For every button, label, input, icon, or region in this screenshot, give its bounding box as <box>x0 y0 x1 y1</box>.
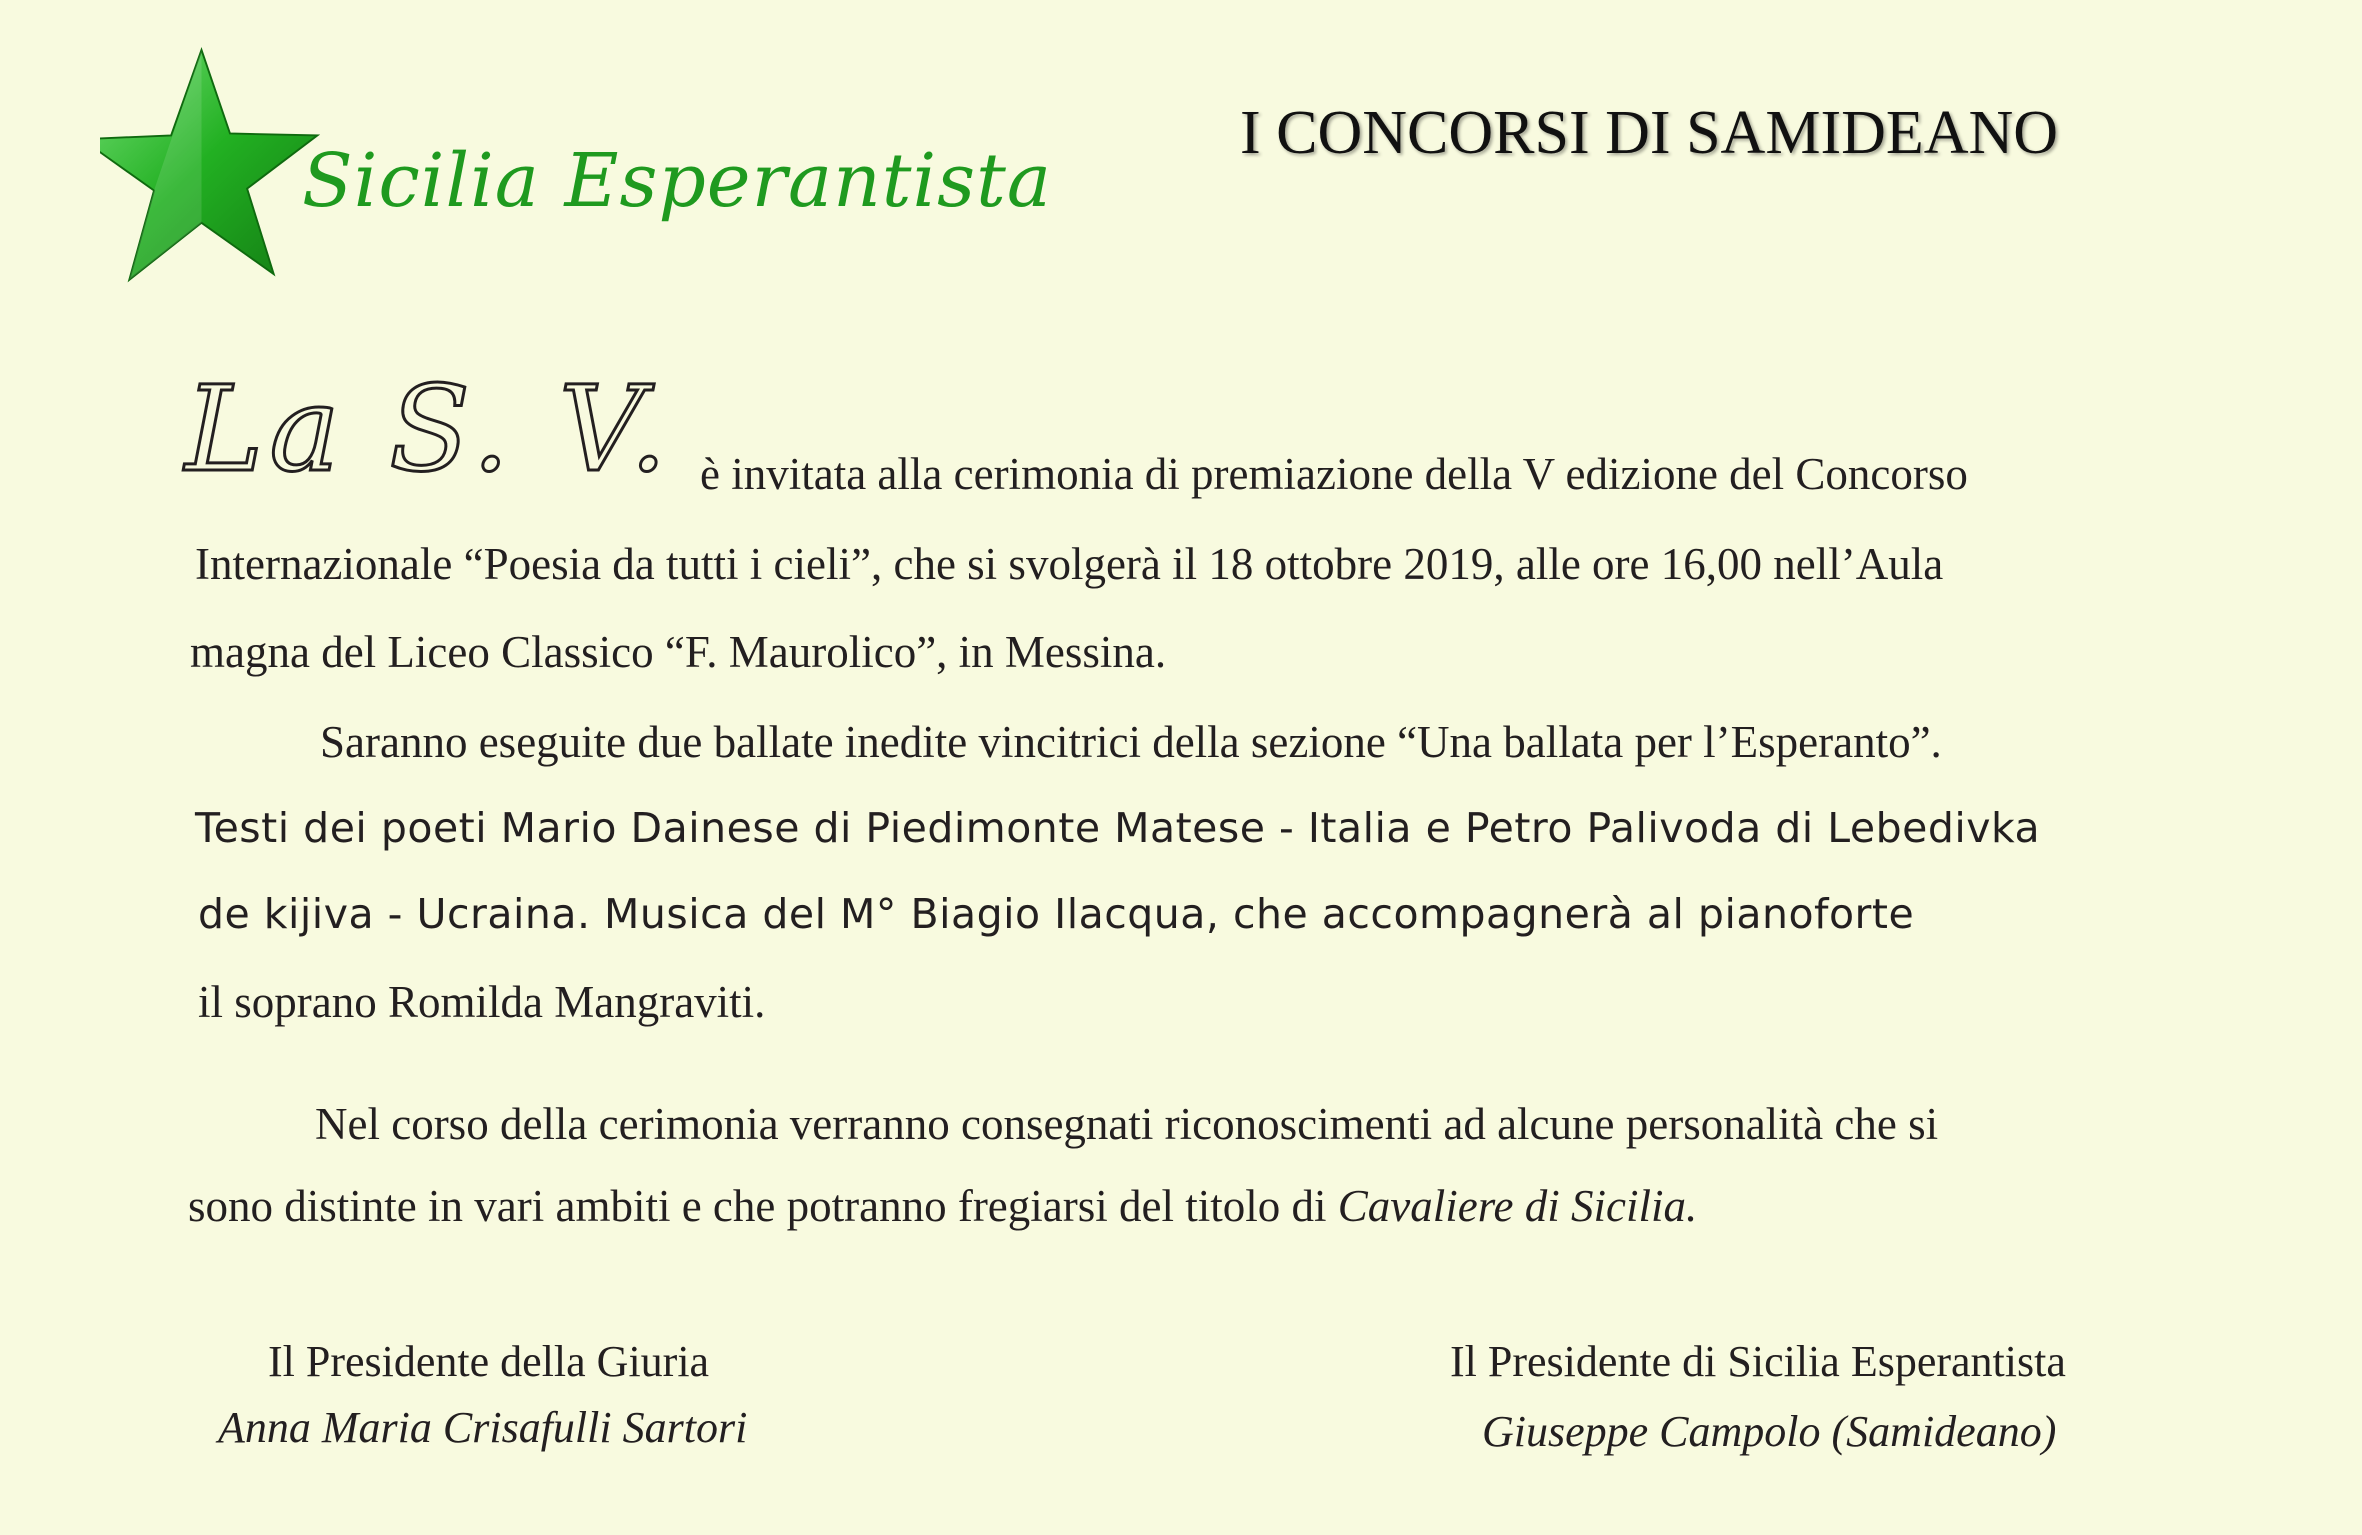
paragraph3-line2 <box>188 1180 1697 1232</box>
page-title: I CONCORSI DI SAMIDEANO <box>1240 99 2059 167</box>
paragraph1-line3: magna del Liceo Classico “F. Maurolico”, in Messina. <box>190 627 1167 677</box>
green-star-icon <box>100 44 320 294</box>
paragraph1-line1: è invitata alla cerimonia di premiazione della V edizione del Concorso <box>700 449 1968 499</box>
left-signature-name: Anna Maria Crisafulli Sartori <box>218 1403 748 1452</box>
paragraph3-line1: Nel corso della cerimonia verranno consegnati riconoscimenti ad alcune personalità che si <box>315 1099 1939 1149</box>
honorary-title: Cavaliere di Sicilia. <box>1337 1181 1698 1231</box>
paragraph2-line3: de kijiva - Ucraina. Musica del M° Biagio Ilacqua, che accompagnerà al pianoforte <box>198 890 1915 938</box>
paragraph3-line2-text: sono distinte in vari ambiti e che potranno fregiarsi del titolo di <box>188 1181 1338 1231</box>
paragraph2-line2: Testi dei poeti Mario Dainese di Piedimonte Matese - Italia e Petro Palivoda di Lebedivka <box>195 804 2041 852</box>
logo-text: Sicilia Esperantista <box>302 138 1052 224</box>
paragraph2-line1: Saranno eseguite due ballate inedite vincitrici della sezione “Una ballata per l’Esperanto”. <box>320 717 1942 767</box>
paragraph1-line2: Internazionale “Poesia da tutti i cieli”, che si svolgerà il 18 ottobre 2019, alle ore 16,00 nell’Aula <box>195 539 1944 589</box>
left-signature-role: Il Presidente della Giuria <box>268 1337 710 1386</box>
right-signature-name: Giuseppe Campolo (Samideano) <box>1482 1407 2057 1456</box>
salutation: La S. V. <box>185 360 673 498</box>
paragraph2-line4: il soprano Romilda Mangraviti. <box>198 977 766 1027</box>
right-signature-role: Il Presidente di Sicilia Esperantista <box>1450 1337 2066 1386</box>
